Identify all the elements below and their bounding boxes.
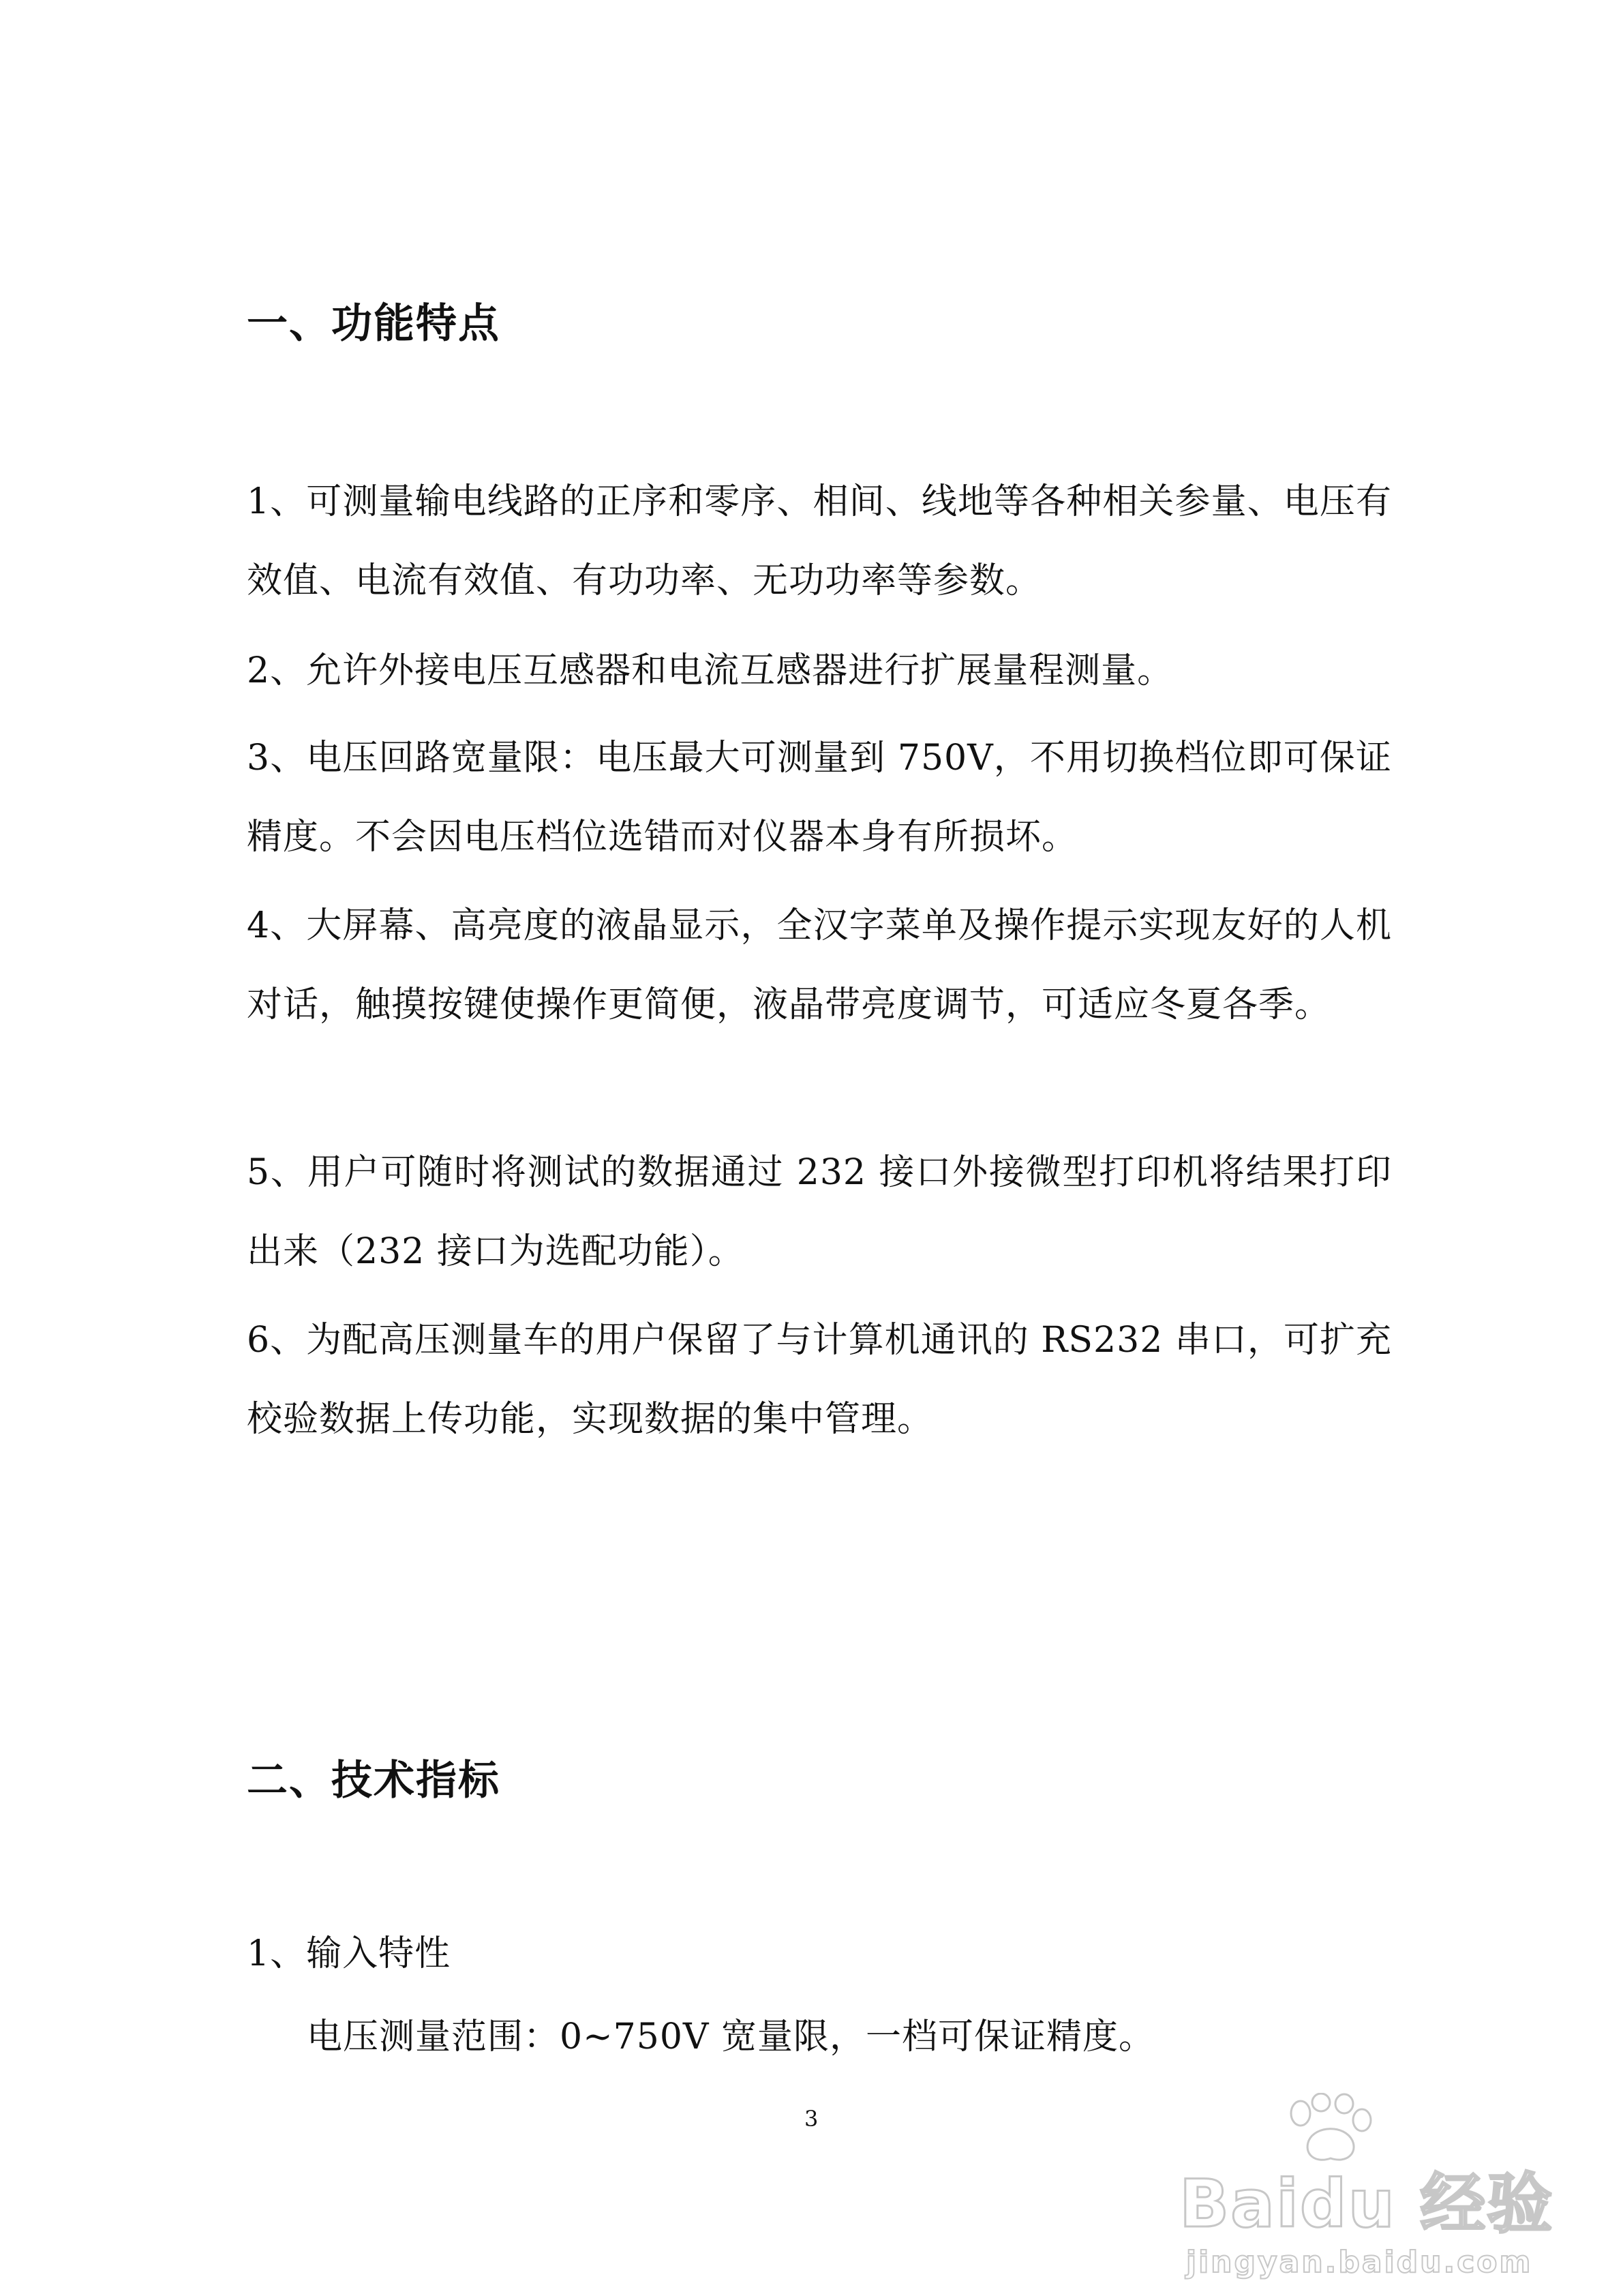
feature-item-2: 2、允许外接电压互感器和电流互感器进行扩展量程测量。 bbox=[247, 650, 1174, 691]
feature-item-1: 1、可测量输电线路的正序和零序、相间、线地等各种相关参量、电压有效值、电流有效值、有功功率、无功功率等参数。 bbox=[247, 481, 1392, 601]
section-heading-specs: 二、技术指标 bbox=[247, 1757, 500, 1804]
spec-item-detail: 电压测量范围：0~750V 宽量限，一档可保证精度。 bbox=[307, 2016, 1155, 2057]
watermark-url: jingyan.baidu.com bbox=[1186, 2245, 1533, 2280]
feature-item-5: 5、用户可随时将测试的数据通过 232 接口外接微型打印机将结果打印出来（232 接口为选配功能）。 bbox=[247, 1152, 1392, 1272]
page-number: 3 bbox=[804, 2106, 819, 2132]
spec-item-label: 1、输入特性 bbox=[247, 1933, 451, 1974]
feature-item-3: 3、电压回路宽量限：电压最大可测量到 750V，不用切换档位即可保证精度。不会因电压档位选错而对仪器本身有所损坏。 bbox=[247, 738, 1392, 858]
feature-item-6: 6、为配高压测量车的用户保留了与计算机通讯的 RS232 串口，可扩充校验数据上传功能，实现数据的集中管理。 bbox=[247, 1320, 1392, 1440]
section-heading-features: 一、功能特点 bbox=[247, 300, 500, 348]
watermark-brand: Baidu 经验 bbox=[1179, 2166, 1554, 2242]
feature-item-4: 4、大屏幕、高亮度的液晶显示，全汉字菜单及操作提示实现友好的人机对话，触摸按键使操作更简便，液晶带亮度调节，可适应冬夏各季。 bbox=[247, 905, 1392, 1025]
watermark bbox=[1159, 2093, 1595, 2284]
paw-logo-icon bbox=[1281, 2093, 1377, 2168]
